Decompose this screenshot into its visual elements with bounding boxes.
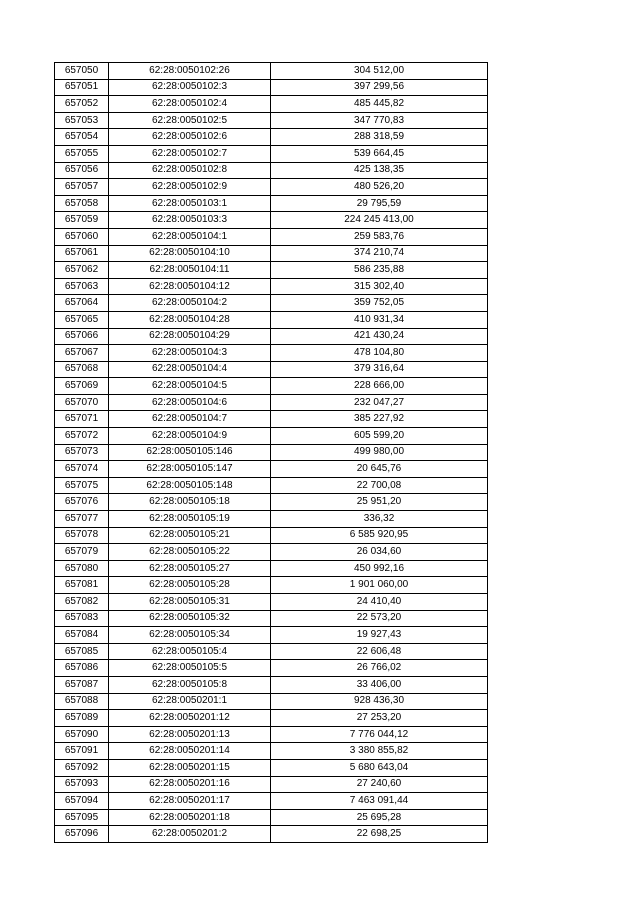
- table-row: [55, 577, 488, 594]
- table-row: [55, 112, 488, 129]
- row-number-cell: 657054: [55, 129, 109, 146]
- cadastral-number-cell: 62:28:0050102:6: [109, 129, 271, 146]
- cadastral-value-cell: 499 980,00: [271, 444, 488, 461]
- row-number-cell: 657088: [55, 693, 109, 710]
- row-number-cell: 657092: [55, 759, 109, 776]
- cadastral-value-cell: 27 240,60: [271, 776, 488, 793]
- table-row: [55, 195, 488, 212]
- cadastral-value-cell: 7 463 091,44: [271, 793, 488, 810]
- cadastral-number-cell: 62:28:0050102:9: [109, 179, 271, 196]
- cadastral-value-cell: 7 776 044,12: [271, 726, 488, 743]
- row-number-cell: 657073: [55, 444, 109, 461]
- cadastral-number-cell: 62:28:0050105:21: [109, 527, 271, 544]
- table-row: [55, 245, 488, 262]
- cadastral-number-cell: 62:28:0050104:10: [109, 245, 271, 262]
- table-row: [55, 710, 488, 727]
- row-number-cell: 657050: [55, 63, 109, 80]
- cadastral-value-cell: 315 302,40: [271, 278, 488, 295]
- cadastral-value-cell: 232 047,27: [271, 394, 488, 411]
- cadastral-value-cell: 539 664,45: [271, 145, 488, 162]
- table-row: [55, 212, 488, 229]
- cadastral-number-cell: 62:28:0050102:3: [109, 79, 271, 96]
- row-number-cell: 657078: [55, 527, 109, 544]
- row-number-cell: 657074: [55, 461, 109, 478]
- cadastral-value-cell: 224 245 413,00: [271, 212, 488, 229]
- cadastral-value-cell: 20 645,76: [271, 461, 488, 478]
- cadastral-value-cell: 1 901 060,00: [271, 577, 488, 594]
- cadastral-number-cell: 62:28:0050104:6: [109, 394, 271, 411]
- cadastral-value-cell: 359 752,05: [271, 295, 488, 312]
- table-row: [55, 544, 488, 561]
- cadastral-value-cell: 26 034,60: [271, 544, 488, 561]
- cadastral-number-cell: 62:28:0050201:17: [109, 793, 271, 810]
- cadastral-value-cell: 24 410,40: [271, 594, 488, 611]
- table-row: [55, 511, 488, 528]
- table-row: [55, 179, 488, 196]
- cadastral-value-cell: 379 316,64: [271, 361, 488, 378]
- row-number-cell: 657091: [55, 743, 109, 760]
- table-row: [55, 96, 488, 113]
- cadastral-number-cell: 62:28:0050102:4: [109, 96, 271, 113]
- cadastral-value-cell: 259 583,76: [271, 228, 488, 245]
- row-number-cell: 657057: [55, 179, 109, 196]
- row-number-cell: 657068: [55, 361, 109, 378]
- row-number-cell: 657061: [55, 245, 109, 262]
- cadastral-number-cell: 62:28:0050105:18: [109, 494, 271, 511]
- row-number-cell: 657090: [55, 726, 109, 743]
- cadastral-number-cell: 62:28:0050201:15: [109, 759, 271, 776]
- table-row: [55, 129, 488, 146]
- cadastral-value-cell: 928 436,30: [271, 693, 488, 710]
- cadastral-number-cell: 62:28:0050105:32: [109, 610, 271, 627]
- cadastral-value-cell: 421 430,24: [271, 328, 488, 345]
- cadastral-value-cell: 22 698,25: [271, 826, 488, 843]
- cadastral-value-cell: 304 512,00: [271, 63, 488, 80]
- row-number-cell: 657086: [55, 660, 109, 677]
- row-number-cell: 657093: [55, 776, 109, 793]
- cadastral-number-cell: 62:28:0050201:13: [109, 726, 271, 743]
- cadastral-number-cell: 62:28:0050104:1: [109, 228, 271, 245]
- cadastral-value-table: [54, 62, 488, 843]
- cadastral-number-cell: 62:28:0050201:14: [109, 743, 271, 760]
- row-number-cell: 657053: [55, 112, 109, 129]
- table-row: [55, 345, 488, 362]
- table-row: [55, 743, 488, 760]
- cadastral-value-cell: 33 406,00: [271, 676, 488, 693]
- table-row: [55, 693, 488, 710]
- table-body: [55, 63, 488, 843]
- table-row: [55, 809, 488, 826]
- cadastral-value-cell: 478 104,80: [271, 345, 488, 362]
- table-row: [55, 594, 488, 611]
- table-row: [55, 726, 488, 743]
- row-number-cell: 657085: [55, 643, 109, 660]
- row-number-cell: 657071: [55, 411, 109, 428]
- cadastral-value-cell: 27 253,20: [271, 710, 488, 727]
- table-row: [55, 79, 488, 96]
- table-row: [55, 494, 488, 511]
- row-number-cell: 657089: [55, 710, 109, 727]
- row-number-cell: 657080: [55, 560, 109, 577]
- table-row: [55, 627, 488, 644]
- cadastral-number-cell: 62:28:0050102:8: [109, 162, 271, 179]
- row-number-cell: 657079: [55, 544, 109, 561]
- cadastral-value-cell: 336,32: [271, 511, 488, 528]
- cadastral-number-cell: 62:28:0050201:18: [109, 809, 271, 826]
- row-number-cell: 657087: [55, 676, 109, 693]
- table-row: [55, 262, 488, 279]
- cadastral-number-cell: 62:28:0050105:22: [109, 544, 271, 561]
- row-number-cell: 657083: [55, 610, 109, 627]
- row-number-cell: 657055: [55, 145, 109, 162]
- row-number-cell: 657051: [55, 79, 109, 96]
- cadastral-number-cell: 62:28:0050104:12: [109, 278, 271, 295]
- cadastral-value-cell: 25 951,20: [271, 494, 488, 511]
- table-row: [55, 162, 488, 179]
- cadastral-number-cell: 62:28:0050201:2: [109, 826, 271, 843]
- row-number-cell: 657081: [55, 577, 109, 594]
- cadastral-number-cell: 62:28:0050105:147: [109, 461, 271, 478]
- cadastral-value-cell: 450 992,16: [271, 560, 488, 577]
- row-number-cell: 657096: [55, 826, 109, 843]
- row-number-cell: 657094: [55, 793, 109, 810]
- row-number-cell: 657056: [55, 162, 109, 179]
- cadastral-number-cell: 62:28:0050103:1: [109, 195, 271, 212]
- table-row: [55, 643, 488, 660]
- cadastral-number-cell: 62:28:0050103:3: [109, 212, 271, 229]
- cadastral-number-cell: 62:28:0050105:27: [109, 560, 271, 577]
- table-row: [55, 378, 488, 395]
- row-number-cell: 657076: [55, 494, 109, 511]
- cadastral-number-cell: 62:28:0050102:26: [109, 63, 271, 80]
- cadastral-number-cell: 62:28:0050105:5: [109, 660, 271, 677]
- cadastral-value-cell: 586 235,88: [271, 262, 488, 279]
- table-row: [55, 660, 488, 677]
- row-number-cell: 657065: [55, 311, 109, 328]
- row-number-cell: 657082: [55, 594, 109, 611]
- cadastral-number-cell: 62:28:0050104:2: [109, 295, 271, 312]
- cadastral-number-cell: 62:28:0050105:19: [109, 511, 271, 528]
- table-row: [55, 411, 488, 428]
- table-row: [55, 444, 488, 461]
- table-row: [55, 428, 488, 445]
- cadastral-value-cell: 480 526,20: [271, 179, 488, 196]
- cadastral-value-cell: 397 299,56: [271, 79, 488, 96]
- cadastral-number-cell: 62:28:0050102:5: [109, 112, 271, 129]
- cadastral-value-cell: 26 766,02: [271, 660, 488, 677]
- table-row: [55, 527, 488, 544]
- row-number-cell: 657084: [55, 627, 109, 644]
- table-row: [55, 759, 488, 776]
- cadastral-number-cell: 62:28:0050201:16: [109, 776, 271, 793]
- row-number-cell: 657077: [55, 511, 109, 528]
- cadastral-number-cell: 62:28:0050104:3: [109, 345, 271, 362]
- table-row: [55, 610, 488, 627]
- cadastral-value-cell: 22 606,48: [271, 643, 488, 660]
- row-number-cell: 657075: [55, 477, 109, 494]
- row-number-cell: 657058: [55, 195, 109, 212]
- table-row: [55, 311, 488, 328]
- cadastral-number-cell: 62:28:0050105:28: [109, 577, 271, 594]
- cadastral-value-cell: 347 770,83: [271, 112, 488, 129]
- cadastral-number-cell: 62:28:0050105:34: [109, 627, 271, 644]
- cadastral-value-cell: 425 138,35: [271, 162, 488, 179]
- table-row: [55, 793, 488, 810]
- cadastral-value-cell: 288 318,59: [271, 129, 488, 146]
- table-row: [55, 361, 488, 378]
- cadastral-value-cell: 22 700,08: [271, 477, 488, 494]
- cadastral-number-cell: 62:28:0050102:7: [109, 145, 271, 162]
- table-row: [55, 560, 488, 577]
- table-row: [55, 776, 488, 793]
- cadastral-number-cell: 62:28:0050105:146: [109, 444, 271, 461]
- cadastral-number-cell: 62:28:0050104:7: [109, 411, 271, 428]
- row-number-cell: 657095: [55, 809, 109, 826]
- cadastral-number-cell: 62:28:0050104:9: [109, 428, 271, 445]
- cadastral-number-cell: 62:28:0050105:4: [109, 643, 271, 660]
- cadastral-number-cell: 62:28:0050105:148: [109, 477, 271, 494]
- row-number-cell: 657062: [55, 262, 109, 279]
- table-row: [55, 477, 488, 494]
- cadastral-value-cell: 6 585 920,95: [271, 527, 488, 544]
- cadastral-number-cell: 62:28:0050105:8: [109, 676, 271, 693]
- row-number-cell: 657059: [55, 212, 109, 229]
- table-row: [55, 145, 488, 162]
- row-number-cell: 657072: [55, 428, 109, 445]
- cadastral-value-cell: 25 695,28: [271, 809, 488, 826]
- table-row: [55, 63, 488, 80]
- cadastral-value-cell: 605 599,20: [271, 428, 488, 445]
- table-row: [55, 676, 488, 693]
- cadastral-value-cell: 410 931,34: [271, 311, 488, 328]
- table-row: [55, 328, 488, 345]
- cadastral-number-cell: 62:28:0050104:29: [109, 328, 271, 345]
- cadastral-value-cell: 5 680 643,04: [271, 759, 488, 776]
- table-row: [55, 394, 488, 411]
- row-number-cell: 657069: [55, 378, 109, 395]
- table-row: [55, 295, 488, 312]
- row-number-cell: 657064: [55, 295, 109, 312]
- cadastral-number-cell: 62:28:0050104:5: [109, 378, 271, 395]
- cadastral-value-cell: 228 666,00: [271, 378, 488, 395]
- row-number-cell: 657060: [55, 228, 109, 245]
- cadastral-value-cell: 22 573,20: [271, 610, 488, 627]
- cadastral-value-cell: 385 227,92: [271, 411, 488, 428]
- cadastral-number-cell: 62:28:0050104:28: [109, 311, 271, 328]
- row-number-cell: 657063: [55, 278, 109, 295]
- row-number-cell: 657070: [55, 394, 109, 411]
- cadastral-value-cell: 3 380 855,82: [271, 743, 488, 760]
- cadastral-value-cell: 29 795,59: [271, 195, 488, 212]
- cadastral-value-cell: 19 927,43: [271, 627, 488, 644]
- table-row: [55, 461, 488, 478]
- row-number-cell: 657067: [55, 345, 109, 362]
- row-number-cell: 657066: [55, 328, 109, 345]
- cadastral-value-cell: 374 210,74: [271, 245, 488, 262]
- row-number-cell: 657052: [55, 96, 109, 113]
- cadastral-number-cell: 62:28:0050104:4: [109, 361, 271, 378]
- cadastral-number-cell: 62:28:0050105:31: [109, 594, 271, 611]
- table-row: [55, 826, 488, 843]
- cadastral-number-cell: 62:28:0050201:12: [109, 710, 271, 727]
- table-row: [55, 278, 488, 295]
- cadastral-number-cell: 62:28:0050201:1: [109, 693, 271, 710]
- table-row: [55, 228, 488, 245]
- cadastral-value-cell: 485 445,82: [271, 96, 488, 113]
- cadastral-number-cell: 62:28:0050104:11: [109, 262, 271, 279]
